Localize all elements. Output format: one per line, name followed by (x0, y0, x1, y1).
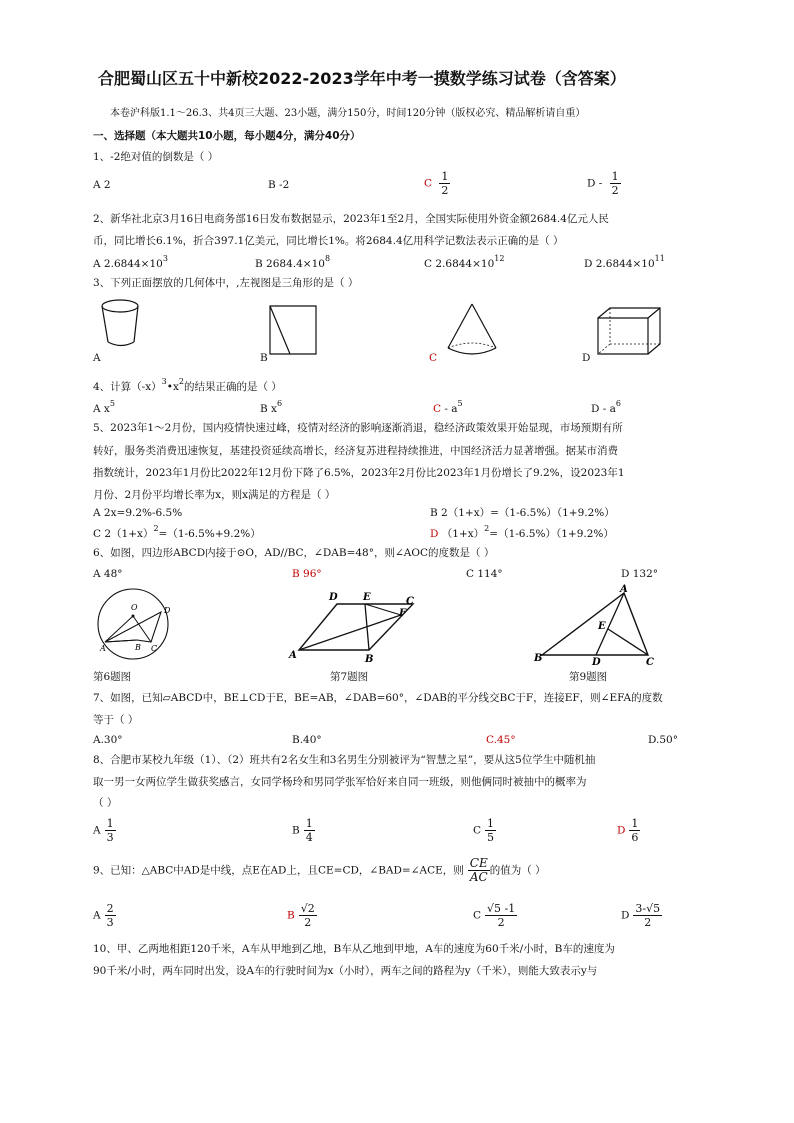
fig6-point-b: B (135, 643, 141, 652)
fig9-point-b: B (534, 653, 543, 664)
page-title: 合肥蜀山区五十中新校2022-2023学年中考一摸数学练习试卷（含答案） (98, 69, 626, 88)
q1-option-b: B -2 (268, 179, 290, 191)
fig9-point-a: A (620, 584, 628, 595)
q2-option-b: B $2684.4\times 10^8$ (255, 254, 331, 270)
q8-option-d: D $\frac{1}{6}$ (617, 817, 639, 844)
q7-option-a: A.30° (93, 734, 123, 746)
fig7-point-b: B (365, 654, 374, 665)
q4-option-b: B $x^6$ (260, 399, 283, 415)
q7-figure-parallelogram (285, 588, 425, 663)
q6-stem: 6、如图，四边形ABCD内接于⊙O，AD//BC，∠DAB=48°，则∠AOC的度数是（ ） (93, 547, 495, 559)
q8-option-c: C $\frac{1}{5}$ (473, 817, 495, 844)
q6-option-b: B 96° (292, 568, 322, 580)
q7-line-2: 等于（ ） (93, 714, 139, 726)
q7-option-b: B.40° (292, 734, 322, 746)
q1-option-d: D - $\frac{1}{2}$ (587, 170, 619, 197)
fig7-point-c: C (406, 596, 414, 607)
q3-option-a: A (93, 352, 101, 364)
q8-line-3: （ ） (93, 797, 118, 809)
q7-line-1: 7、如图，已知▱ABCD中，BE⊥CD于E，BE=AB，∠DAB=60°，∠DAB的平分线交BC于F，连接EF，则∠EFA的度数 (93, 692, 663, 704)
q5-option-c: C $2(1+x)^2=(1-6.5\%+9.2\%)$ (93, 524, 261, 540)
fig9-point-e: E (598, 621, 606, 632)
q8-line-1: 8、合肥市某校九年级（1）、（2）班共有2名女生和3名男生分别被评为“智慧之星”，要从这5位学生中随机抽 (93, 754, 596, 766)
q6-option-a: A 48° (93, 568, 123, 580)
q1-stem: 1、-2绝对值的倒数是（ ） (93, 151, 219, 163)
q3-figure-b-prism (268, 304, 328, 364)
q1-option-c-fraction: $\frac{1}{2}$ (441, 170, 449, 197)
fig6-point-d: D (164, 606, 171, 615)
q7-option-c: C.45° (486, 734, 516, 746)
q9-option-d: D $\frac{3-√5}{2}$ (621, 902, 661, 929)
fig6-point-o: O (131, 603, 138, 612)
q9-option-a: A $\frac{2}{3}$ (93, 902, 114, 929)
q10-line-2: 90千米/小时，两车同时出发，设A车的行驶时间为x（小时），两车之间的路程为y（千米），则能大致表示y与 (93, 965, 598, 977)
q5-line-1: 5、2023年1～2月份，国内疫情快速过峰，疫情对经济的影响逐渐消退，稳经济政策效果开始显现，市场预期有所 (93, 422, 623, 434)
fig9-point-d: D (592, 657, 601, 668)
q1-option-d-fraction: $\frac{1}{2}$ (611, 170, 619, 197)
fig6-point-c: C (151, 644, 158, 653)
q6-option-d: D 132° (621, 568, 659, 580)
q5-line-2: 转好，服务类消费迅速恢复，基建投资延续高增长，经济复苏进程持续推进，中国经济活力显著增强。据某市消费 (93, 445, 618, 457)
q3-option-d: D (582, 352, 591, 364)
q9-stem: 9、已知：△ABC中AD是中线，点E在AD上，且CE=CD，∠BAD=∠ACE，则 $\frac{CE}{AC}$ 的值为（ ） (93, 856, 546, 884)
fig6-point-a: A (100, 644, 106, 653)
q1-option-c-label: C (424, 177, 433, 190)
exam-subtitle: 本卷沪科版1.1～26.3、共4页三大题、23小题，满分150分，时间120分钟（版权必究、精品解析请自重） (110, 108, 586, 119)
fig7-point-d: D (329, 592, 338, 603)
fig9-caption: 第9题图 (569, 671, 608, 683)
q10-line-1: 10、甲、乙两地相距120千米，A车从甲地到乙地，B车从乙地到甲地，A车的速度为60千米/小时，B车的速度为 (93, 943, 615, 955)
fig7-point-a: A (289, 650, 297, 661)
q7-option-d: D.50° (648, 734, 678, 746)
fig7-point-e: E (363, 592, 371, 603)
q5-option-a: A 2x=9.2%-6.5% (93, 507, 183, 519)
q5-option-b: B 2（1+x）=（1-6.5%）（1+9.2%） (430, 507, 615, 519)
q3-option-c: C (429, 352, 438, 364)
section-heading: 一、选择题（本大题共10小题，每小题4分，满分40分） (93, 130, 361, 142)
q8-option-a: A $\frac{1}{3}$ (93, 817, 114, 844)
q4-stem: 4、计算$(-x)^3•x^2$的结果正确的是（ ） (93, 377, 282, 393)
q9-figure-triangle (532, 584, 662, 668)
fig7-caption: 第7题图 (330, 671, 369, 683)
q2-line-2: 币，同比增长6.1%，折合397.1亿美元，同比增长1%。将2684.4亿用科学记数法表示正确的是（ ） (93, 235, 564, 247)
q4-option-a: A $x^5$ (93, 399, 115, 415)
q2-option-a: A $2.6844\times 10^3$ (93, 254, 168, 270)
q3-option-b: B (260, 352, 268, 364)
fig9-point-c: C (646, 657, 654, 668)
q8-line-2: 取一男一女两位学生做获奖感言，女同学杨玲和男同学张军恰好来自同一班级，则他俩同时被抽中的概率为 (93, 776, 587, 788)
q6-option-c: C 114° (466, 568, 503, 580)
q3-figure-d-box (596, 306, 666, 358)
q4-option-c: C - $a^5$ (433, 399, 463, 415)
q3-stem: 3、下列正面摆放的几何体中，,左视图是三角形的是（ ） (93, 277, 359, 289)
q8-option-b: B $\frac{1}{4}$ (292, 817, 313, 844)
q9-option-b: B $\frac{√2}{2}$ (287, 902, 315, 929)
fig7-point-f: F (399, 608, 407, 619)
q5-line-3: 指数统计，2023年1月份比2022年12月份下降了6.5%，2023年2月份比2023年1月份增长了9.2%，设2023年1 (93, 467, 625, 479)
fig6-caption: 第6题图 (93, 671, 132, 683)
q4-option-d: D - $a^6$ (591, 399, 621, 415)
q5-option-d: D $(1+x)^2=(1-6.5\%)(1+9.2\%)$ (430, 524, 614, 540)
q3-figure-c-cone (440, 300, 510, 360)
q6-figure-circle (95, 590, 185, 665)
q9-option-c: C $\frac{√5 -1}{2}$ (473, 902, 516, 929)
q2-line-1: 2、新华社北京3月16日电商务部16日发布数据显示，2023年1至2月，全国实际使用外资金额2684.4亿元人民 (93, 213, 609, 225)
q5-line-4: 月份、2月份平均增长率为x，则x满足的方程是（ ） (93, 489, 336, 501)
q2-option-c: C $2.6844\times 10^{12}$ (424, 254, 505, 270)
q1-option-a: A 2 (93, 179, 111, 191)
q2-option-d: D $2.6844\times 10^{11}$ (584, 254, 665, 270)
q3-figure-a-frustum (100, 296, 160, 356)
q1-option-c (424, 170, 450, 197)
